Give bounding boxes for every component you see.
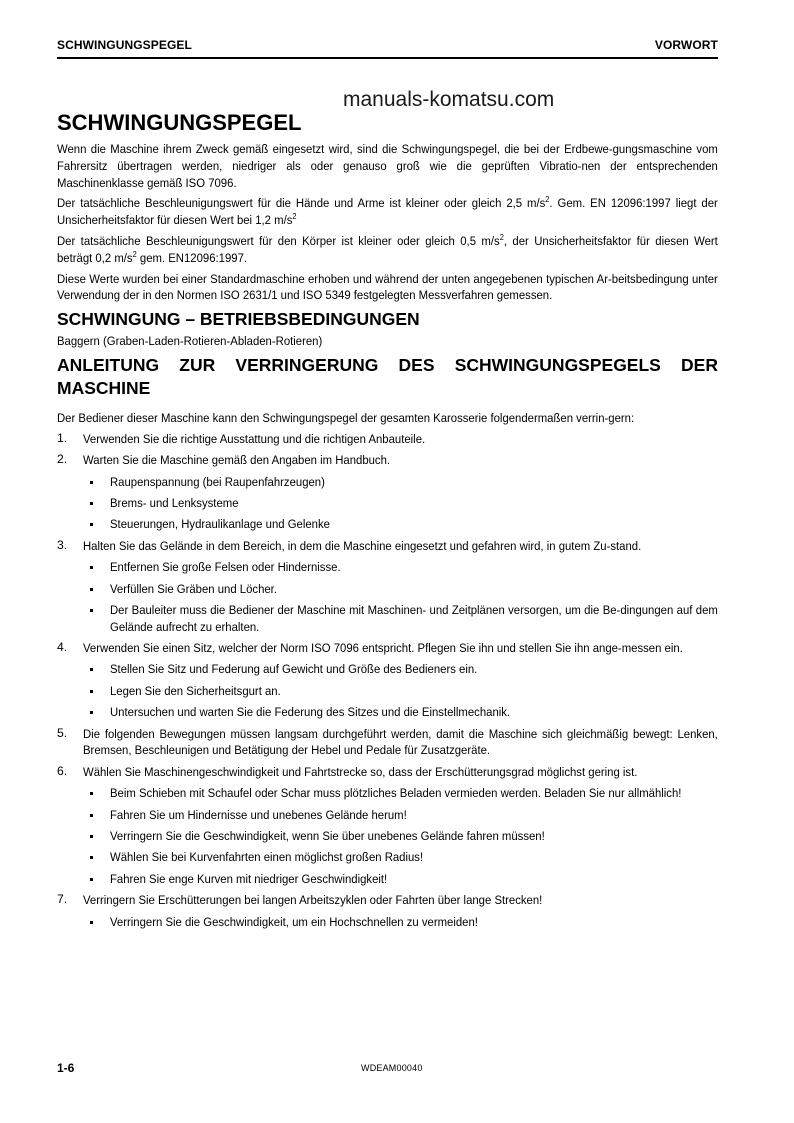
bullet-item-text: Brems- und Lenksysteme xyxy=(110,495,239,510)
bullet-item xyxy=(83,474,718,491)
list-item xyxy=(57,892,718,930)
list-item-text: Halten Sie das Gelände in dem Bereich, in dem die Maschine eingesetzt und gefahren wird, in gutem Zu-stand. xyxy=(83,538,642,553)
running-header xyxy=(57,38,718,52)
bullet-item xyxy=(83,871,718,888)
bullet-list xyxy=(83,785,718,887)
header-chapter-title: SCHWINGUNGSPEGEL xyxy=(57,38,192,52)
numbered-list xyxy=(57,431,718,931)
section-heading-vibration-reduction: ANLEITUNG ZUR VERRINGERUNG DES SCHWINGUNGSPEGELS DER MASCHINE xyxy=(57,354,718,398)
list-item-number: 3. xyxy=(57,537,68,552)
list-item-number: 6. xyxy=(57,763,68,778)
square-bullet-icon xyxy=(90,792,93,795)
bullet-item-text: Entfernen Sie große Felsen oder Hindernisse. xyxy=(110,560,341,575)
bullet-item-text: Legen Sie den Sicherheitsgurt an. xyxy=(110,683,281,698)
bullet-item-text: Verfüllen Sie Gräben und Löcher. xyxy=(110,581,277,596)
page-content xyxy=(57,109,718,935)
bullet-list xyxy=(83,559,718,635)
list-item-text: Warten Sie die Maschine gemäß den Angaben im Handbuch. xyxy=(83,453,391,468)
square-bullet-icon xyxy=(90,711,93,714)
list-item-number: 1. xyxy=(57,430,68,445)
list-item-number: 7. xyxy=(57,892,68,907)
square-bullet-icon xyxy=(90,878,93,881)
section-heading-operating-conditions: SCHWINGUNG – BETRIEBSBEDINGUNGEN xyxy=(57,309,420,330)
page-title: SCHWINGUNGSPEGEL xyxy=(57,110,302,135)
square-bullet-icon xyxy=(90,835,93,838)
bullet-item-text: Fahren Sie um Hindernisse und unebenes Gelände herum! xyxy=(110,807,407,822)
square-bullet-icon xyxy=(90,814,93,817)
superscript: 2 xyxy=(499,232,504,242)
square-bullet-icon xyxy=(90,690,93,693)
square-bullet-icon xyxy=(90,856,93,859)
bullet-item xyxy=(83,516,718,533)
intro-paragraph-3 xyxy=(57,233,718,267)
bullet-list xyxy=(83,914,718,931)
list-item xyxy=(57,452,718,533)
superscript: 2 xyxy=(132,249,137,259)
bullet-item-text: Verringern Sie die Geschwindigkeit, um ein Hochschnellen zu vermeiden! xyxy=(110,914,478,929)
bullet-item xyxy=(83,828,718,845)
list-item-text: Verwenden Sie einen Sitz, welcher der Norm ISO 7096 entspricht. Pflegen Sie ihn und stellen Sie ihn ange-messen ein. xyxy=(83,641,683,656)
intro-paragraph-1: Wenn die Maschine ihrem Zweck gemäß eingesetzt wird, sind die Schwingungspegel, die bei der Erdbewe-gungsmaschine vom Fahrersitz übertragen werden, niedriger als oder genauso groß wie die geprüften Vibratio-nen der entsprechenden Maschinenklasse gemäß ISO 7096. xyxy=(57,142,718,190)
list-item-text: Wählen Sie Maschinengeschwindigkeit und Fahrtstrecke so, dass der Erschütterungsgrad möglichst gering ist. xyxy=(83,764,638,779)
text-run: . Gem. EN 12096:1997 liegt der Unsicherheitsfaktor für diesen Wert bei 1,2 m/s xyxy=(57,196,718,228)
bullet-item xyxy=(83,495,718,512)
superscript: 2 xyxy=(545,195,550,205)
list-item xyxy=(57,538,718,636)
bullet-item xyxy=(83,807,718,824)
square-bullet-icon xyxy=(90,921,93,924)
square-bullet-icon xyxy=(90,566,93,569)
text-run: Der tatsächliche Beschleunigungswert für die Hände und Arme ist kleiner oder gleich 2,5 m/s xyxy=(57,196,546,211)
operating-conditions-text: Baggern (Graben-Laden-Rotieren-Abladen-Rotieren) xyxy=(57,334,323,349)
bullet-item-text: Beim Schieben mit Schaufel oder Schar muss plötzliches Beladen vermieden werden. Beladen Sie nur allmählich! xyxy=(110,786,682,801)
list-item-number: 5. xyxy=(57,725,68,740)
bullet-item xyxy=(83,785,718,802)
square-bullet-icon xyxy=(90,481,93,484)
manual-page xyxy=(57,0,718,1123)
header-section-name: VORWORT xyxy=(654,38,718,52)
bullet-item-text: Untersuchen und warten Sie die Federung des Sitzes und die Einstellmechanik. xyxy=(110,705,511,720)
bullet-item xyxy=(83,559,718,576)
list-item-text: Die folgenden Bewegungen müssen langsam durchgeführt werden, damit die Maschine sich gleichmäßig bewegt: Lenken, Bremsen, Beschleunigen und Betätigung der Hebel und Pedale für Zusatzgeräte. xyxy=(83,726,718,758)
square-bullet-icon xyxy=(90,523,93,526)
page-number: 1-6 xyxy=(57,1061,75,1075)
document-code: WDEAM00040 xyxy=(361,1063,423,1073)
intro-paragraph-4: Diese Werte wurden bei einer Standardmaschine erhoben und während der unten angegebenen typischen Ar-beitsbedingung unter Verwendung der in den Normen ISO 2631/1 und ISO 5349 festgelegten Messverfahren gemessen. xyxy=(57,271,718,303)
bullet-item xyxy=(83,661,718,678)
list-item-text: Verringern Sie Erschütterungen bei langen Arbeitszyklen oder Fahrten über lange Strecken! xyxy=(83,893,543,908)
bullet-item xyxy=(83,581,718,598)
list-item xyxy=(57,640,718,721)
bullet-item xyxy=(83,914,718,931)
square-bullet-icon xyxy=(90,668,93,671)
bullet-item-text: Wählen Sie bei Kurvenfahrten einen möglichst großen Radius! xyxy=(110,850,424,865)
intro-paragraph-2 xyxy=(57,195,718,229)
bullet-item-text: Der Bauleiter muss die Bediener der Maschine mit Maschinen- und Zeitplänen versorgen, um die Be-dingungen auf dem Gelände aufrecht zu erhalten. xyxy=(110,602,718,634)
text-run: gem. EN12096:1997. xyxy=(136,250,248,265)
list-item xyxy=(57,764,718,888)
square-bullet-icon xyxy=(90,588,93,591)
text-run: , der Unsicherheitsfaktor für diesen Wert beträgt 0,2 m/s xyxy=(57,233,718,265)
bullet-item xyxy=(83,704,718,721)
bullet-item-text: Stellen Sie Sitz und Federung auf Gewicht und Größe des Bedieners ein. xyxy=(110,662,478,677)
list-item-number: 2. xyxy=(57,452,68,467)
vibration-reduction-intro: Der Bediener dieser Maschine kann den Schwingungspegel der gesamten Karosserie folgendermaßen verrin-gern: xyxy=(57,410,635,425)
bullet-item-text: Verringern Sie die Geschwindigkeit, wenn Sie über unebenes Gelände fahren müssen! xyxy=(110,829,545,843)
bullet-list xyxy=(83,474,718,534)
list-item xyxy=(57,431,718,448)
bullet-item xyxy=(83,849,718,866)
superscript: 2 xyxy=(292,212,297,222)
list-item xyxy=(57,726,718,760)
bullet-item-text: Fahren Sie enge Kurven mit niedriger Geschwindigkeit! xyxy=(110,871,388,886)
square-bullet-icon xyxy=(90,502,93,505)
square-bullet-icon xyxy=(90,609,93,612)
watermark: manuals-komatsu.com xyxy=(343,88,555,111)
bullet-item xyxy=(83,683,718,700)
bullet-item-text: Raupenspannung (bei Raupenfahrzeugen) xyxy=(110,474,325,489)
header-rule xyxy=(57,57,718,59)
bullet-list xyxy=(83,661,718,721)
text-run: Der tatsächliche Beschleunigungswert für den Körper ist kleiner oder gleich 0,5 m/s xyxy=(57,233,500,248)
list-item-text: Verwenden Sie die richtige Ausstattung und die richtigen Anbauteile. xyxy=(83,431,426,446)
bullet-item xyxy=(83,602,718,636)
bullet-item-text: Steuerungen, Hydraulikanlage und Gelenke xyxy=(110,517,330,532)
list-item-number: 4. xyxy=(57,640,68,655)
